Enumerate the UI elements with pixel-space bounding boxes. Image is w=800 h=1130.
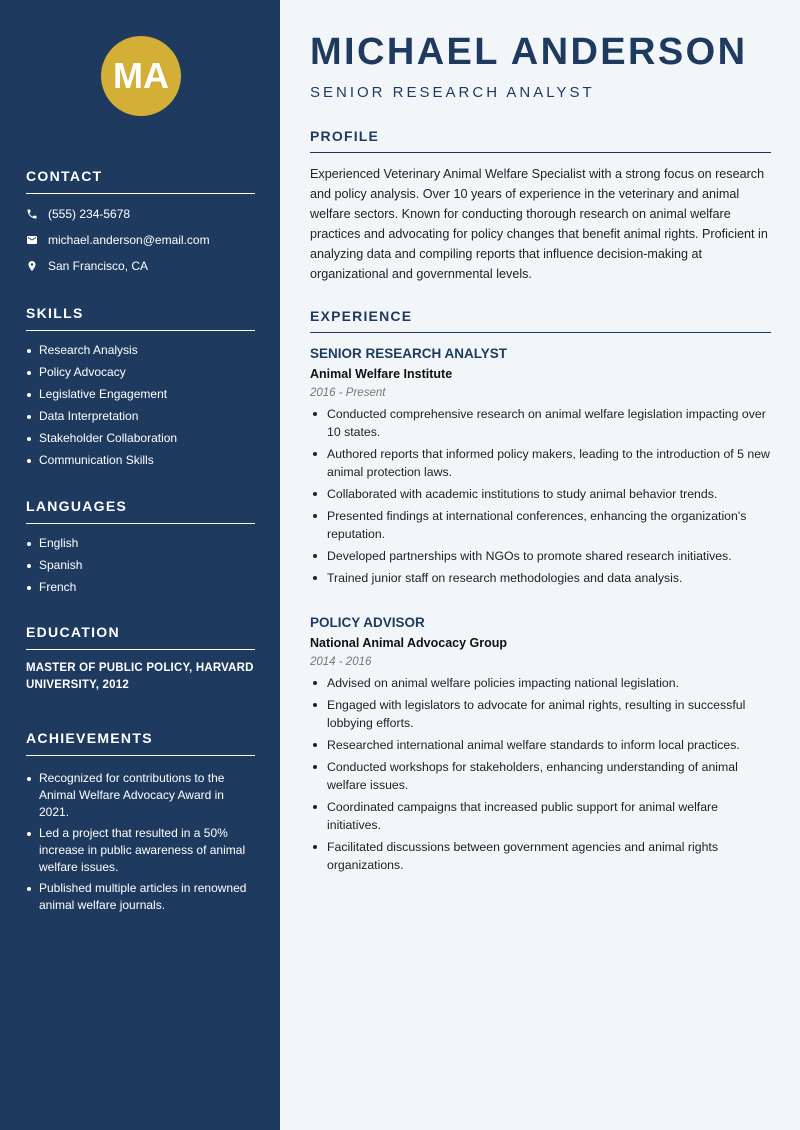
achievements-heading: ACHIEVEMENTS [26, 730, 255, 756]
language-item: English [26, 535, 255, 552]
full-name: MICHAEL ANDERSON [310, 31, 748, 73]
job-bullet: Presented findings at international conferences, enhancing the organization's reputation. [310, 507, 771, 543]
achievements-section [26, 730, 255, 918]
education-degree: MASTER OF PUBLIC POLICY, HARVARD UNIVERSITY, 2012 [26, 662, 254, 691]
skills-list [26, 342, 255, 469]
job-bullet: Coordinated campaigns that increased public support for animal welfare initiatives. [310, 798, 771, 834]
location-pin-icon [26, 260, 38, 272]
sidebar [0, 0, 280, 1130]
experience-heading: EXPERIENCE [310, 308, 771, 333]
languages-section [26, 498, 255, 601]
skills-section [26, 305, 255, 474]
job-title: POLICY ADVISOR [310, 615, 425, 630]
location-text: San Francisco, CA [48, 259, 149, 273]
job-dates: 2016 - Present [310, 387, 386, 399]
skill-item: Communication Skills [26, 452, 255, 469]
skill-item: Legislative Engagement [26, 386, 255, 403]
profile-text: Experienced Veterinary Animal Welfare Specialist with a strong focus on research and policy analysis. Over 10 years of experience in the veterinary and animal welfare sectors. Known for conducting thorough research on animal welfare practices and advocating for policy changes that benefit animal rights. Proficient in analyzing data and compiling reports that influence decision-making at organizational and governmental levels. [310, 167, 768, 281]
phone-text: (555) 234-5678 [48, 207, 131, 221]
email-text: michael.anderson@email.com [48, 233, 210, 247]
avatar-initials: MA [101, 36, 181, 116]
job-bullet: Researched international animal welfare standards to inform local practices. [310, 736, 771, 754]
contact-phone[interactable] [26, 205, 255, 223]
job-entry-1 [310, 346, 771, 591]
job-title: SENIOR RESEARCH ANALYST [310, 346, 508, 361]
job-entry-2 [310, 615, 771, 878]
job-bullet: Authored reports that informed policy makers, leading to the introduction of 5 new animal protection laws. [310, 445, 771, 481]
job-bullet: Advised on animal welfare policies impacting national legislation. [310, 674, 771, 692]
job-organization: National Animal Advocacy Group [310, 636, 508, 650]
education-heading: EDUCATION [26, 624, 255, 650]
language-item: French [26, 579, 255, 596]
job-organization: Animal Welfare Institute [310, 367, 453, 381]
job-bullets [310, 674, 771, 874]
job-dates: 2014 - 2016 [310, 656, 372, 668]
job-bullet: Collaborated with academic institutions to study animal behavior trends. [310, 485, 771, 503]
job-bullet: Conducted comprehensive research on animal welfare legislation impacting over 10 states. [310, 405, 771, 441]
skill-item: Policy Advocacy [26, 364, 255, 381]
job-bullet: Facilitated discussions between government agencies and animal rights organizations. [310, 838, 771, 874]
job-bullet: Trained junior staff on research methodologies and data analysis. [310, 569, 771, 587]
job-bullet: Engaged with legislators to advocate for animal rights, resulting in successful lobbying efforts. [310, 696, 771, 732]
job-bullet: Conducted workshops for stakeholders, enhancing understanding of animal welfare issues. [310, 758, 771, 794]
achievement-item: Recognized for contributions to the Animal Welfare Advocacy Award in 2021. [26, 770, 255, 821]
languages-list [26, 535, 255, 596]
email-icon [26, 234, 38, 246]
job-bullet: Developed partnerships with NGOs to promote shared research initiatives. [310, 547, 771, 565]
achievements-list [26, 770, 255, 914]
skill-item: Research Analysis [26, 342, 255, 359]
skill-item: Stakeholder Collaboration [26, 430, 255, 447]
education-section [26, 624, 255, 694]
job-bullets [310, 405, 771, 587]
achievement-item: Published multiple articles in renowned animal welfare journals. [26, 880, 255, 914]
skills-heading: SKILLS [26, 305, 255, 331]
contact-location [26, 257, 255, 275]
profile-heading: PROFILE [310, 128, 771, 153]
contact-heading: CONTACT [26, 168, 255, 194]
contact-email[interactable] [26, 231, 255, 249]
skill-item: Data Interpretation [26, 408, 255, 425]
achievement-item: Led a project that resulted in a 50% increase in public awareness of animal welfare issues. [26, 825, 255, 876]
contact-section [26, 168, 255, 275]
phone-icon [26, 208, 38, 220]
job-title-header: SENIOR RESEARCH ANALYST [310, 84, 595, 101]
language-item: Spanish [26, 557, 255, 574]
languages-heading: LANGUAGES [26, 498, 255, 524]
